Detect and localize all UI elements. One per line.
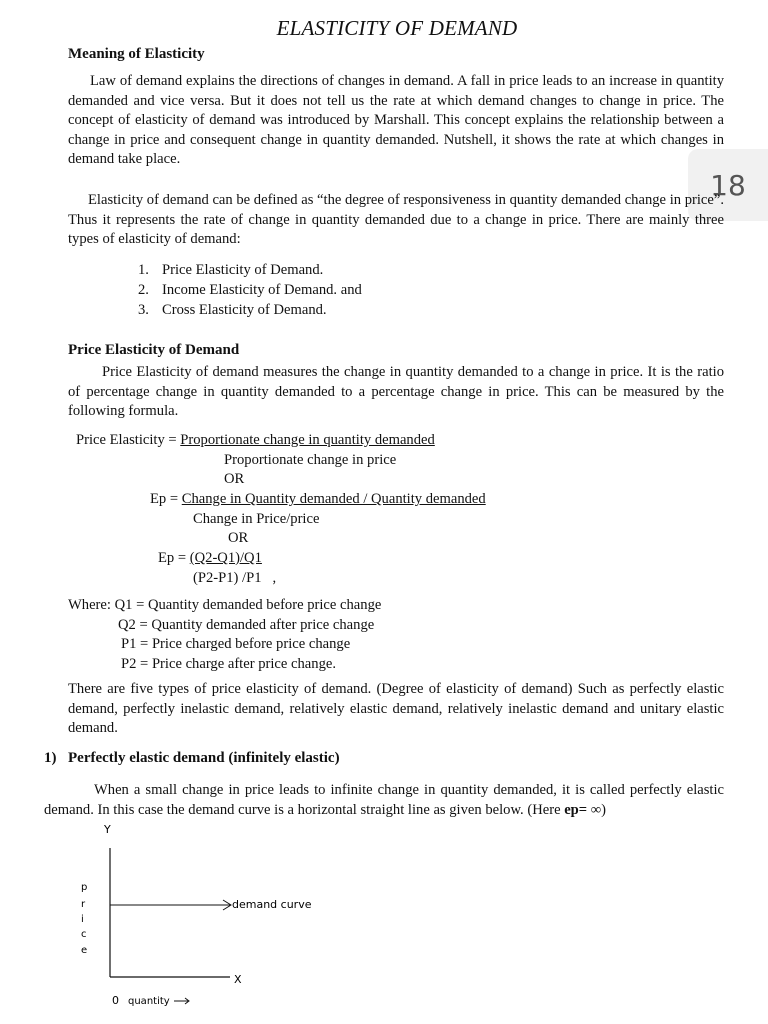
formula-1-denominator: Proportionate change in price — [224, 452, 397, 468]
where-line-4: P2 = Price charge after price change. — [121, 656, 337, 672]
demand-curve-label: demand curve — [232, 898, 312, 911]
formula-2-denominator: Change in Price/price — [193, 511, 320, 527]
where-line-1: Where: Q1 = Quantity demanded before price change — [68, 597, 382, 613]
price-elasticity-paragraph: Price Elasticity of demand measures the change in quantity demanded to a change in price. It is the ratio of percentage change in quantity demanded to a percentage change in price. This can be measured by the following formula. — [68, 364, 724, 420]
page-number-badge: 18 — [688, 149, 768, 221]
price-elasticity-heading: Price Elasticity of Demand — [68, 342, 240, 358]
origin-label: 0 — [112, 994, 119, 1007]
quantity-label: quantity — [128, 996, 170, 1007]
where-line-2: Q2 = Quantity demanded after price change — [118, 617, 375, 633]
list-item: 3. Cross Elasticity of Demand. — [138, 302, 327, 318]
price-letter-c: c — [81, 929, 87, 940]
price-letter-e: e — [81, 945, 88, 956]
elasticity-types-list — [138, 260, 362, 320]
formula-2-numerator-line: Ep = Change in Quantity demanded / Quantity demanded — [150, 491, 486, 507]
y-axis-label: Y — [104, 823, 111, 836]
formula-1-numerator-line: Price Elasticity = Proportionate change in quantity demanded — [76, 432, 435, 448]
list-item: 2. Income Elasticity of Demand. and — [138, 282, 362, 298]
or-separator-1: OR — [224, 471, 245, 487]
perfectly-elastic-demand-graph — [0, 818, 330, 1018]
page-title: ELASTICITY OF DEMAND — [276, 16, 518, 40]
perfectly-elastic-paragraph: When a small change in price leads to infinite change in quantity demanded, it is called perfectly elastic demand. In this case the demand curve is a horizontal straight line as given below. (Here ep= ∞) — [44, 782, 724, 818]
price-letter-i: i — [81, 914, 84, 925]
price-elasticity-types-paragraph: There are five types of price elasticity of demand. (Degree of elasticity of demand) Such as perfectly elastic demand, perfectly inelastic demand, relatively elastic demand, relatively inelastic demand and unitary elastic demand. — [68, 681, 724, 737]
meaning-heading: Meaning of Elasticity — [68, 46, 205, 62]
perfectly-elastic-heading: 1) Perfectly elastic demand (infinitely elastic) — [44, 750, 340, 766]
list-item: 1. Price Elasticity of Demand. — [138, 262, 324, 278]
where-line-3: P1 = Price charged before price change — [121, 636, 351, 652]
x-axis-label: X — [234, 973, 242, 986]
meaning-paragraph-1: Law of demand explains the directions of changes in demand. A fall in price leads to an increase in quantity demanded and vice versa. But it does not tell us the rate at which demand changes to change in price. The concept of elasticity of demand was introduced by Marshall. This concept explains the relationship between a change in price and consequent change in quantity demanded. Nutshell, it shows the rate at which changes in demand take place. — [68, 73, 724, 168]
price-letter-r: r — [81, 899, 86, 910]
price-letter-p: p — [81, 882, 88, 893]
meaning-paragraph-2: Elasticity of demand can be defined as “the degree of responsiveness in quantity demanded change in price”. Thus it represents the rate of change in quantity demanded due to a change in price. There are mainly three types of elasticity of demand: — [68, 192, 724, 248]
or-separator-2: OR — [228, 530, 249, 546]
formula-3-denominator: (P2-P1) /P1 , — [193, 570, 277, 586]
formula-3-numerator-line: Ep = (Q2-Q1)/Q1 — [158, 550, 262, 566]
